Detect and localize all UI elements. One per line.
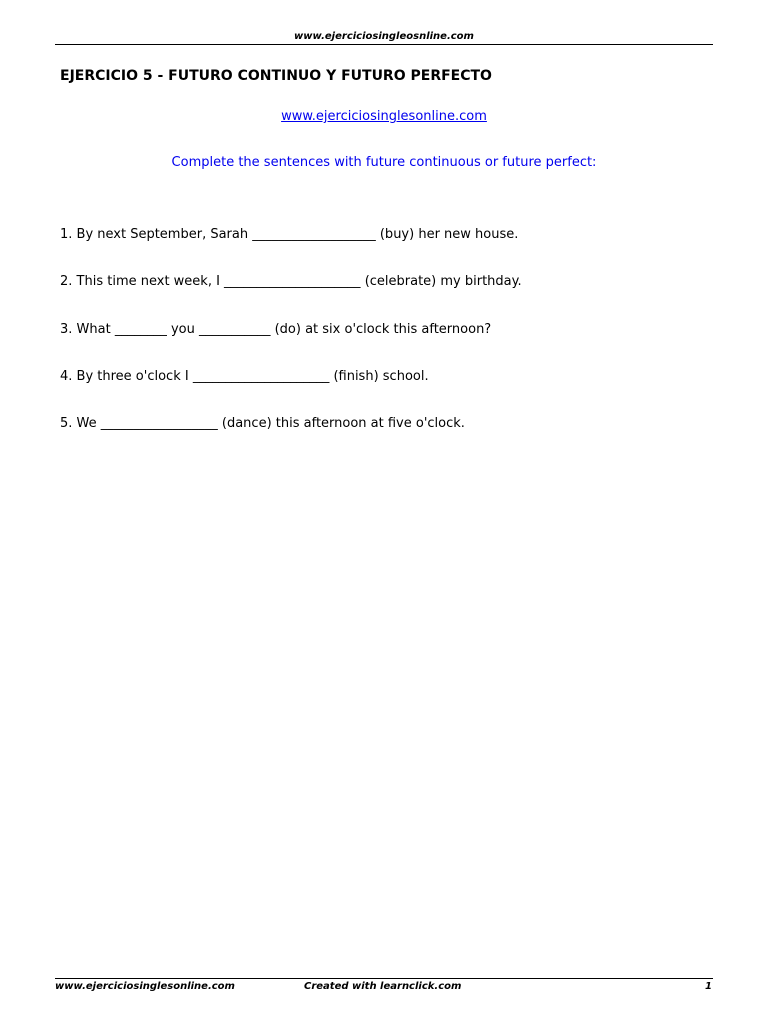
exercise-list [60,226,720,462]
header-divider [55,44,713,45]
site-link[interactable]: www.ejerciciosinglesonline.com [281,109,487,124]
footer-page-number: 1 [705,981,712,992]
exercise-item-1: 1. By next September, Sarah ___________________ (buy) her new house. [60,227,519,242]
footer-divider [55,978,713,979]
footer-credit: Created with learnclick.com [304,981,462,992]
footer-site: www.ejerciciosinglesonline.com [55,981,235,992]
exercise-item-4: 4. By three o'clock I _____________________ (finish) school. [60,368,429,384]
page-title: EJERCICIO 5 - FUTURO CONTINUO Y FUTURO PERFECTO [60,68,492,84]
footer [55,980,713,994]
exercise-item-3: 3. What ________ you ___________ (do) at six o'clock this afternoon? [60,321,492,337]
exercise-item-2: 2. This time next week, I _____________________ (celebrate) my birthday. [60,274,522,290]
header-site-url: www.ejerciciosingleosnline.com [294,31,474,42]
instruction-text: Complete the sentences with future continuous or future perfect: [171,155,597,170]
site-link-container [0,108,768,125]
exercise-item-5: 5. We __________________ (dance) this afternoon at five o'clock. [60,416,465,431]
